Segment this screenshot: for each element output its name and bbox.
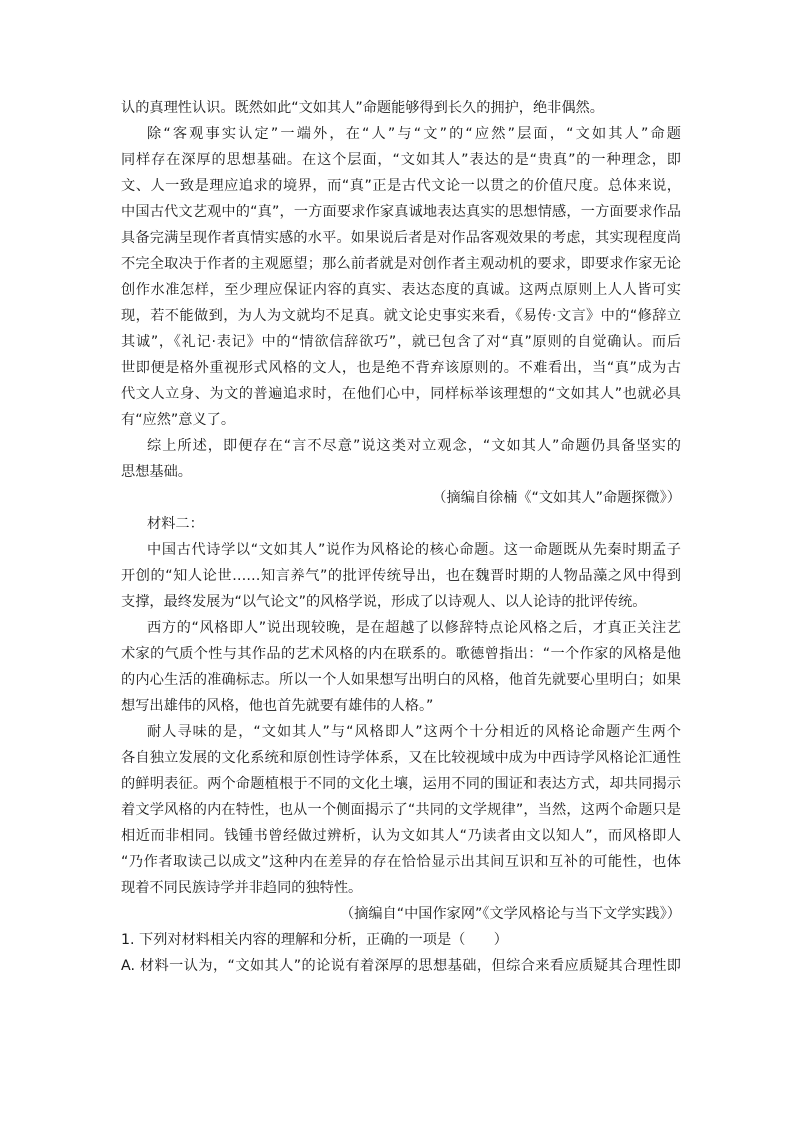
answer-option-a: A. 材料一认为，“文如其人”的论说有着深厚的思想基础，但综合来看应质疑其合理性即 bbox=[121, 958, 681, 974]
paragraph-line: 开创的“知人论世……知言养气”的批评传统导出，也在魏晋时期的人物品藻之风中得到 bbox=[121, 568, 681, 584]
paragraph-line: 着文学风格的内在特性，也从一个侧面揭示了“共同的文学规律”，当然，这两个命题只是 bbox=[121, 802, 681, 818]
paragraph-line: 各自独立发展的文化系统和原创性诗学体系，又在比较视域中成为中西诗学风格论汇通性 bbox=[121, 750, 681, 766]
paragraph-line: 现着不同民族诗学并非趋同的独特性。 bbox=[121, 880, 363, 896]
paragraph-line: 中国古代文艺观中的“真”，一方面要求作家真诚地表达真实的思想情感，一方面要求作品 bbox=[121, 204, 681, 220]
paragraph-line: 想写出雄伟的风格，他也首先就要有雄伟的人格。” bbox=[121, 698, 434, 714]
source-citation: （摘编自徐楠《“文如其人”命题探微》） bbox=[432, 490, 681, 506]
paragraph-line: 的内心生活的准确标志。所以一个人如果想写出明白的风格，他首先就要心里明白；如果 bbox=[121, 672, 681, 688]
paragraph-line: 世即便是格外重视形式风格的文人，也是绝不背弃该原则的。不难看出，当“真”成为古 bbox=[121, 360, 681, 376]
paragraph-line: “乃作者取读己以成文”这种内在差异的存在恰恰显示出其间互识和互补的可能性，也体 bbox=[121, 854, 681, 870]
source-citation: （摘编自“中国作家网”《文学风格论与当下文学实践》） bbox=[339, 906, 681, 922]
paragraph-line: 耐人寻味的是，“文如其人”与“风格即人”这两个十分相近的风格论命题产生两个 bbox=[147, 724, 681, 740]
paragraph-line: 有“应然”意义了。 bbox=[121, 412, 236, 428]
paragraph-line: 中国古代诗学以“文如其人”说作为风格论的核心命题。这一命题既从先秦时期孟子 bbox=[147, 542, 681, 558]
paragraph-line: 综上所述，即便存在“言不尽意”说这类对立观念，“文如其人”命题仍具备坚实的 bbox=[147, 438, 681, 454]
paragraph-line: 创作水准怎样，至少理应保证内容的真实、表达态度的真诚。这两点原则上人人皆可实 bbox=[121, 282, 681, 298]
paragraph-line: 具备完满呈现作者真情实感的水平。如果说后者是对作品客观效果的考虑，其实现程度尚 bbox=[121, 230, 681, 246]
paragraph-line: 同样存在深厚的思想基础。在这个层面，“文如其人”表达的是“贵真”的一种理念，即 bbox=[121, 152, 681, 168]
paragraph-line: 文、人一致是理应追求的境界，而“真”正是古代文论一以贯之的价值尺度。总体来说， bbox=[121, 178, 681, 194]
paragraph-line: 代文人立身、为文的普遍追求时，在他们心中，同样标举该理想的“文如其人”也就必具 bbox=[121, 386, 681, 402]
paragraph-line: 西方的“风格即人”说出现较晚，是在超越了以修辞特点论风格之后，才真正关注艺 bbox=[147, 620, 681, 636]
paragraph-line: 其诚”，《礼记·表记》中的“情欲信辞欲巧”，就已包含了对“真”原则的自觉确认。而后 bbox=[121, 334, 681, 350]
question-stem: 1. 下列对材料相关内容的理解和分析，正确的一项是（ ） bbox=[121, 932, 508, 948]
paragraph-line: 认的真理性认识。既然如此“文如其人”命题能够得到长久的拥护，绝非偶然。 bbox=[121, 100, 604, 116]
paragraph-line: 除“客观事实认定”一端外，在“人”与“文”的“应然”层面，“文如其人”命题 bbox=[147, 126, 681, 142]
section-heading: 材料二： bbox=[147, 516, 204, 532]
paragraph-line: 思想基础。 bbox=[121, 464, 192, 480]
paragraph-line: 术家的气质个性与其作品的艺术风格的内在联系的。歌德曾指出：“一个作家的风格是他 bbox=[121, 646, 681, 662]
paragraph-line: 不完全取决于作者的主观愿望；那么前者就是对创作者主观动机的要求，即要求作家无论 bbox=[121, 256, 681, 272]
paragraph-line: 的鲜明表征。两个命题植根于不同的文化土壤，运用不同的围证和表达方式，却共同揭示 bbox=[121, 776, 681, 792]
paragraph-line: 现，若不能做到，为人为文就均不足真。就文论史事实来看，《易传·文言》中的“修辞立 bbox=[121, 308, 681, 324]
paragraph-line: 支撑，最终发展为“以气论文”的风格学说，形成了以诗观人、以人论诗的批评传统。 bbox=[121, 594, 647, 610]
paragraph-line: 相近而非相同。钱锺书曾经做过辨析，认为文如其人“乃读者由文以知人”，而风格即人 bbox=[121, 828, 681, 844]
